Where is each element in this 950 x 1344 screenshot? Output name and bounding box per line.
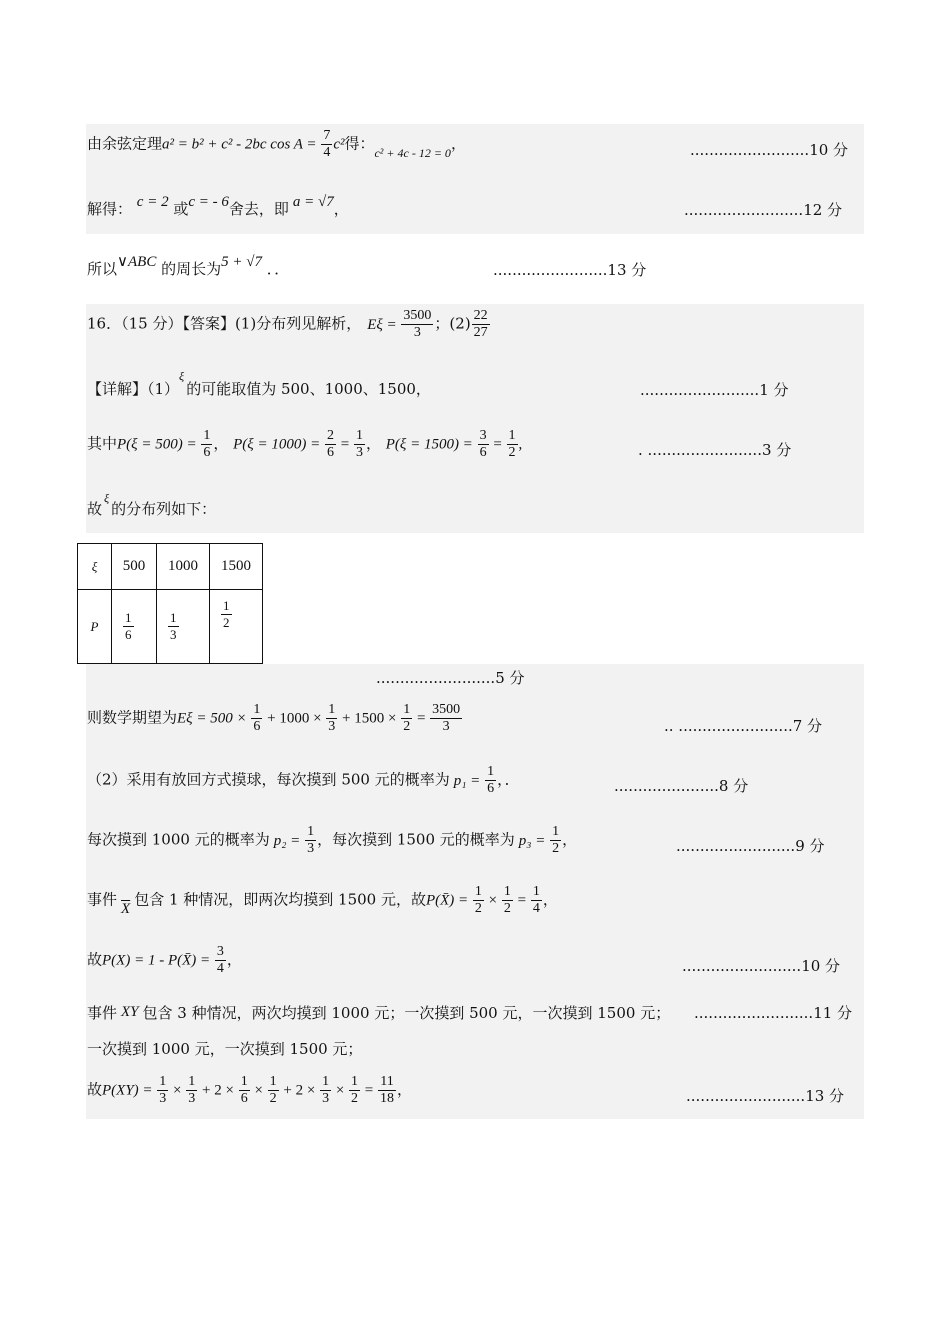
probability-1000-line: 每次摸到 1000 元的概率为 p₂ = $\frac{1}{3}$ ，每次摸到 1500 元的概率为 p₃ = $\frac{1}{2}$ ， <box>87 824 578 856</box>
cosine-law-equation: a² = b² + c² - 2bc cos A = <box>162 136 321 153</box>
replacement-line: （2）采用有放回方式摸球，每次摸到 500 元的概率为 p₁ = $\frac{1}{6}$ ，． <box>87 764 520 796</box>
score-10-a: .........................10 分 <box>690 141 849 159</box>
table-cell-p1000: $\frac{1}{3}$ <box>157 590 210 664</box>
table-header-row <box>78 544 263 590</box>
fraction-3500-3: $\frac{3500}{3}$ <box>403 308 432 340</box>
distribution-table <box>77 543 263 664</box>
detail-line: 【详解】$(1)^\xi$的可能取值为 500、1000、1500， <box>87 369 431 398</box>
score-8: ......................8 分 <box>614 777 749 795</box>
solution-line: 解得： c = 2 或c = - 6舍去，即 a = √7， <box>87 194 349 218</box>
table-cell-p500: $\frac{1}{6}$ <box>112 590 157 664</box>
fraction-7-4: $\frac{7}{4}$ <box>323 128 331 160</box>
table-header-xi: ξ <box>78 544 112 590</box>
cosine-law-line: 由余弦定理a² = b² + c² - 2bc cos A = $\frac{7}{4}$ c²得：$_{c^2 + 4c - 12 = 0}$， <box>87 128 466 160</box>
score-3: . ........................3 分 <box>638 441 792 459</box>
answer-line: 16．（15 分）【答案】(1)分布列见解析， Eξ = $\frac{3500}{3}$ ；(2) $\frac{22}{27}$ <box>87 308 488 340</box>
quadratic-equation: c² + 4c - 12 = 0 <box>374 145 451 160</box>
distribution-intro: 故$^\xi$的分布列如下： <box>87 491 217 518</box>
score-7: .. ........................7 分 <box>664 717 823 735</box>
complement-line: 故P(X) = 1 - P(X̄) = $\frac{3}{4}$ ， <box>87 944 242 976</box>
pxy-line: 故P(XY) = $\frac{1}{3}$ × $\frac{1}{3}$ + 2 × $\frac{1}{6}$ × $\frac{1}{2}$ + 2 × $\frac{1}{3}$ × $\frac{1}{2}$ = $\frac{11}{18}$ ， <box>87 1074 413 1106</box>
event-xy-line: 事件 XY 包含 3 种情况，两次均摸到 1000 元；一次摸到 500 元，一次摸到 1500 元； <box>87 1004 671 1022</box>
triangle-abc: ∨ABC <box>117 254 157 270</box>
table-probability-row <box>78 590 263 664</box>
score-1: .........................1 分 <box>640 381 789 399</box>
fraction-22-27: $\frac{22}{27}$ <box>473 308 488 340</box>
score-5: .........................5 分 <box>376 669 525 687</box>
table-header-1000: 1000 <box>157 544 210 590</box>
event-xy-continuation: 一次摸到 1000 元，一次摸到 1500 元； <box>87 1040 363 1058</box>
score-9: .........................9 分 <box>676 837 825 855</box>
probabilities-line: 其中P(ξ = 500) = $\frac{1}{6}$ ， P(ξ = 1000) = $\frac{2}{6}$ = $\frac{1}{3}$ ， P(ξ = 1500) = $\frac{3}{6}$ = $\frac{1}{2}$ , <box>87 428 523 460</box>
table-header-1500: 1500 <box>210 544 263 590</box>
score-13-a: ........................13 分 <box>493 261 647 279</box>
score-12: .........................12 分 <box>684 201 843 219</box>
score-11: .........................11 分 <box>694 1004 853 1022</box>
table-cell-p1500: $\frac{1}{2}$ <box>210 590 263 664</box>
event-xbar-line: 事件 $\overline{X}$ 包含 1 种情况，即两次均摸到 1500 元，故P(X̄) = $\frac{1}{2}$ × $\frac{1}{2}$ = $\frac{1}{4}$ ， <box>87 884 558 917</box>
score-10-b: .........................10 分 <box>682 957 841 975</box>
expectation-line: 则数学期望为Eξ = 500 × $\frac{1}{6}$ + 1000 × $\frac{1}{3}$ + 1500 × $\frac{1}{2}$ = $\frac{3500}{3}$ <box>87 702 461 734</box>
table-header-500: 500 <box>112 544 157 590</box>
perimeter-line: 所以∨ABC 的周长为5 + √7 ．． <box>87 254 290 278</box>
score-13-b: .........................13 分 <box>686 1087 845 1105</box>
table-row-label: P <box>78 590 112 664</box>
